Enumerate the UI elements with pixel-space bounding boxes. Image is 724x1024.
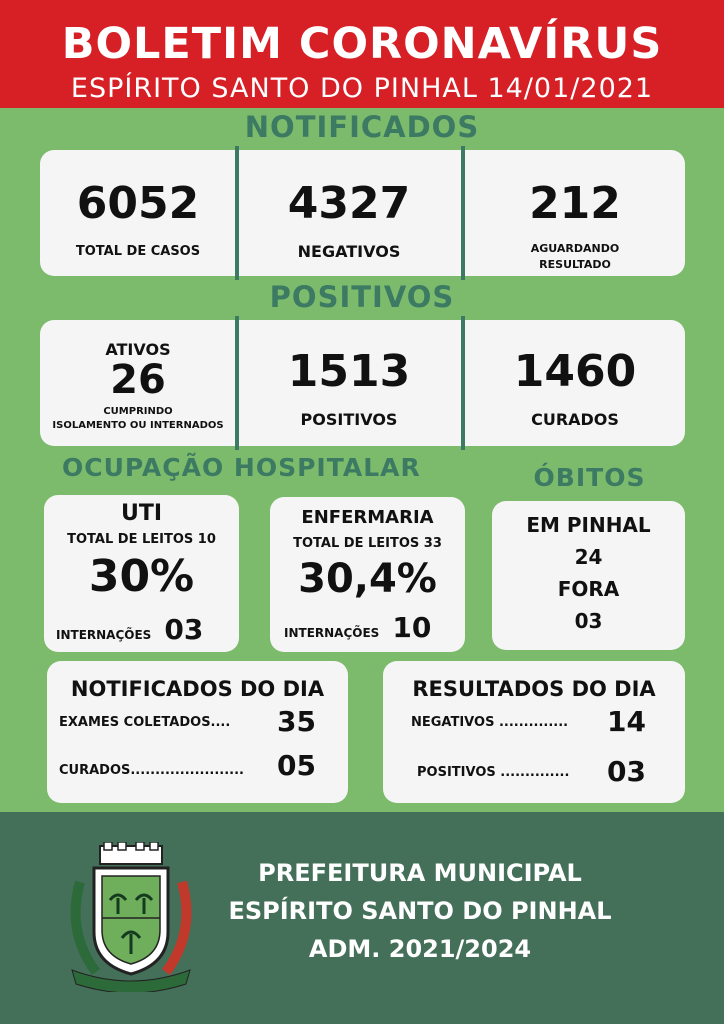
daily-exams-value: 35: [277, 705, 316, 738]
footer-line-3: ADM. 2021/2024: [308, 935, 532, 963]
deaths-title: ÓBITOS: [533, 463, 646, 492]
ward-card: [270, 497, 465, 652]
footer: [0, 812, 724, 1024]
ward-admissions-row: [284, 611, 459, 644]
negatives-value: 4327: [287, 178, 411, 229]
positives-label: POSITIVOS: [300, 410, 398, 429]
negatives-label: NEGATIVOS: [297, 242, 401, 261]
ward-admissions-value: 10: [392, 611, 432, 644]
notificados-card: [40, 150, 685, 276]
awaiting-label-1: AGUARDANDO: [530, 242, 620, 255]
deaths-pinhal-value: 24: [574, 545, 603, 569]
deaths-outside-label: FORA: [557, 577, 620, 601]
positives-value: 1513: [287, 346, 411, 397]
uti-admissions-value: 03: [164, 613, 204, 646]
ward-percent: 30,4%: [298, 556, 437, 602]
coat-of-arms-icon: [66, 842, 196, 992]
deaths-outside-value: 03: [574, 609, 603, 633]
active-note-2: ISOLAMENTO OU INTERNADOS: [52, 420, 224, 431]
uti-admissions-row: [56, 613, 231, 646]
cured-value: 1460: [513, 346, 637, 397]
daily-results-title: RESULTADOS DO DIA: [412, 677, 656, 701]
active-label: ATIVOS: [105, 340, 171, 359]
positivos-card: [40, 320, 685, 446]
bulletin-title: BOLETIM CORONAVÍRUS: [61, 19, 663, 69]
uti-admissions-label: INTERNAÇÕES: [56, 628, 152, 642]
total-cases-label: TOTAL DE CASOS: [75, 244, 201, 259]
daily-notified-title: NOTIFICADOS DO DIA: [70, 677, 325, 701]
uti-percent: 30%: [88, 551, 195, 602]
negatives-cell: [239, 150, 459, 276]
cured-cell: [465, 320, 685, 446]
awaiting-label-2: RESULTADO: [539, 258, 611, 271]
ward-title: ENFERMARIA: [301, 507, 434, 528]
active-note-1: CUMPRINDO: [103, 406, 173, 417]
hospital-occupancy-title: OCUPAÇÃO HOSPITALAR: [62, 453, 421, 482]
daily-results-card: [383, 661, 685, 803]
header-banner: [0, 0, 724, 108]
daily-notified-card: [47, 661, 348, 803]
uti-beds: TOTAL DE LEITOS 10: [67, 532, 216, 547]
active-value: 26: [110, 357, 166, 403]
positivos-title: POSITIVOS: [269, 280, 455, 314]
municipality-text: [200, 854, 640, 968]
notificados-title: NOTIFICADOS: [244, 110, 480, 144]
daily-negatives-label: NEGATIVOS ..............: [411, 715, 569, 730]
bulletin-subtitle: ESPÍRITO SANTO DO PINHAL 14/01/2021: [70, 73, 654, 104]
awaiting-value: 212: [529, 178, 621, 229]
cured-label: CURADOS: [531, 410, 619, 429]
daily-positives-value: 03: [607, 755, 646, 788]
active-cell: [40, 320, 236, 446]
awaiting-cell: [465, 150, 685, 276]
total-cases-value: 6052: [76, 178, 200, 229]
ward-admissions-label: INTERNAÇÕES: [284, 626, 380, 640]
daily-negatives-value: 14: [607, 705, 646, 738]
daily-positives-label: POSITIVOS ..............: [417, 765, 570, 780]
positives-cell: [239, 320, 459, 446]
uti-title: UTI: [120, 501, 163, 526]
footer-line-2: ESPÍRITO SANTO DO PINHAL: [228, 897, 612, 925]
total-cases-cell: [40, 150, 236, 276]
ward-beds: TOTAL DE LEITOS 33: [293, 536, 442, 551]
deaths-card: [492, 501, 685, 650]
footer-line-1: PREFEITURA MUNICIPAL: [258, 859, 582, 887]
daily-cured-value: 05: [277, 749, 316, 782]
deaths-pinhal-label: EM PINHAL: [526, 513, 651, 537]
uti-card: [44, 495, 239, 652]
daily-exams-label: EXAMES COLETADOS....: [59, 715, 231, 730]
daily-cured-label: CURADOS.......................: [59, 763, 244, 778]
